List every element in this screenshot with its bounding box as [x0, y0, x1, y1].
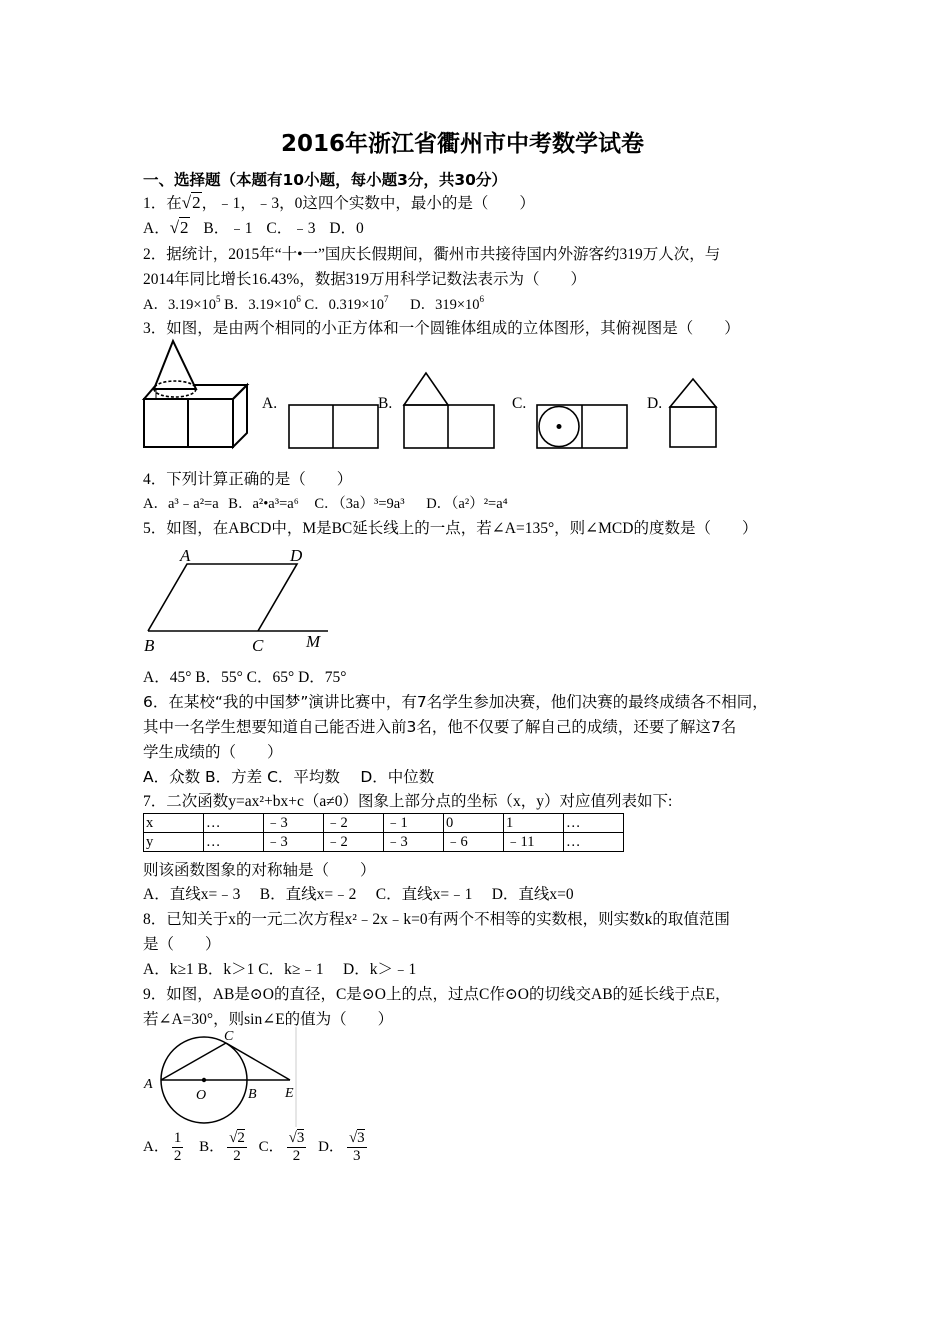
point-e-label: E: [285, 1086, 294, 1101]
q5-options: A．45° B．55° C．65° D．75°: [143, 669, 347, 686]
table-cell: …: [204, 814, 264, 833]
q9-option-a: A． $\frac{1}{2}$: [143, 1130, 182, 1164]
q6-line-1: 6．在某校“我的中国梦”演讲比赛中，有7名学生参加决赛，他们决赛的最终成绩各不相同，: [143, 693, 768, 711]
q6-line-3: 学生成绩的（ ）: [143, 743, 283, 761]
table-cell: ﹣2: [324, 833, 384, 852]
q7-question: 则该函数图象的对称轴是（ ）: [143, 862, 376, 879]
q3-option-a-label: A.: [262, 395, 278, 412]
q3-option-d-figure: [668, 377, 720, 450]
q1-option-a: √2: [169, 218, 189, 237]
q9-option-c: C． $\frac{√3}{2}$: [258, 1130, 305, 1164]
point-a-label: A: [180, 546, 191, 565]
section-heading: 一、选择题（本题有10小题，每小题3分，共30分）: [143, 171, 507, 189]
table-cell: 1: [504, 814, 564, 833]
point-d-label: D: [290, 546, 303, 565]
table-cell: 0: [444, 814, 504, 833]
q2-line-1: 2．据统计，2015年“十•一”国庆长假期间，衢州市共接待国内外游客约319万人次，与: [143, 246, 721, 263]
q4-option-b: B．a²•a³=a⁶: [228, 496, 299, 512]
q3-solid-figure: [140, 337, 252, 451]
point-m-label: M: [306, 632, 321, 651]
table-cell: …: [564, 833, 624, 852]
q9-circle-figure: [140, 1027, 300, 1127]
q7-stem: 7．二次函数y=ax²+bx+c（a≠0）图象上部分点的坐标（x，y）对应值列表如下:: [143, 793, 673, 810]
q2-option-b: B．$3.19\times 10^6$: [224, 294, 301, 313]
table-cell: ﹣6: [444, 833, 504, 852]
q9-line-1: 9．如图，AB是⊙O的直径，C是⊙O上的点，过点C作⊙O的切线交AB的延长线于点E，: [143, 986, 731, 1003]
q5-stem: 5．如图，在ABCD中，M是BC延长线上的一点，若∠A=135°，则∠MCD的度数是（ ）: [143, 520, 758, 537]
q1-option-d: D．0: [329, 220, 364, 237]
sqrt-2: √2: [181, 193, 201, 212]
point-c-label: C: [224, 1029, 234, 1044]
point-c-label: C: [252, 636, 264, 655]
q3-option-d-label: D.: [647, 395, 663, 412]
q2-line-2: 2014年同比增长16.43%，数据319万用科学记数法表示为（ ）: [143, 271, 587, 288]
q2-option-c: C．$0.319\times 10^7$: [304, 294, 389, 313]
table-cell: ﹣2: [324, 814, 384, 833]
q6-line-2: 其中一名学生想要知道自己能否进入前3名，他不仅要了解自己的成绩，还要了解这7名: [143, 718, 737, 736]
q1-stem-post: ，﹣1，﹣3，0这四个实数中，最小的是（ ）: [201, 195, 535, 212]
table-cell: ﹣1: [384, 814, 444, 833]
q4-option-c: C．（3a）³=9a³: [314, 496, 405, 512]
table-cell: …: [204, 833, 264, 852]
q3-option-c-label: C.: [512, 395, 527, 412]
q5-parallelogram-figure: [140, 544, 330, 656]
q2-option-d: D．$319\times 10^6$: [410, 294, 485, 313]
table-cell: x: [144, 814, 204, 833]
table-cell: ﹣3: [264, 814, 324, 833]
table-cell: …: [564, 814, 624, 833]
q3-option-b-label: B.: [378, 395, 393, 412]
q4-options: [143, 492, 508, 513]
q1-options: [143, 216, 364, 238]
q8-line-1: 8．已知关于x的一元二次方程x²﹣2x﹣k=0有两个不相等的实数根，则实数k的取值范围: [143, 911, 730, 928]
q9-option-b: B． $\frac{√2}{2}$: [199, 1130, 245, 1164]
table-row-x: [144, 814, 624, 833]
q9-line-2: 若∠A=30°，则sin∠E的值为（ ）: [143, 1011, 394, 1028]
q4-option-a: A．a³﹣a²=a: [143, 496, 219, 512]
q1-option-a-label: A．: [143, 220, 170, 237]
q2-options: [143, 293, 484, 314]
table-cell: ﹣11: [504, 833, 564, 852]
table-cell: ﹣3: [384, 833, 444, 852]
q7-value-table: [143, 813, 624, 852]
point-b-label: B: [144, 636, 155, 655]
q3-stem: 3．如图，是由两个相同的小正方体和一个圆锥体组成的立体图形，其俯视图是（ ）: [143, 320, 740, 337]
q2-option-a: A．$3.19\times 10^5$: [143, 294, 221, 313]
q1-option-b: B．﹣1: [203, 220, 253, 237]
point-b-label: B: [248, 1087, 257, 1102]
q3-option-c-figure: [535, 403, 629, 450]
q6-options: A．众数 B．方差 C．平均数 D．中位数: [143, 768, 435, 786]
point-a-label: A: [144, 1077, 153, 1092]
question-1: [143, 191, 535, 213]
table-cell: ﹣3: [264, 833, 324, 852]
q3-option-b-figure: [402, 371, 496, 450]
q8-line-2: 是（ ）: [143, 936, 221, 953]
q8-options: A．k≥1 B．k＞1 C．k≥﹣1 D．k＞﹣1: [143, 961, 417, 978]
table-row-y: [144, 833, 624, 852]
q9-options: [143, 1130, 367, 1165]
q4-stem: 4．下列计算正确的是（ ）: [143, 471, 353, 488]
q9-option-d: D． $\frac{√3}{3}$: [318, 1130, 365, 1164]
q4-option-d: D．（a²）²=a⁴: [426, 496, 508, 512]
q3-option-a-figure: [287, 403, 380, 450]
table-cell: y: [144, 833, 204, 852]
point-o-label: O: [196, 1088, 207, 1103]
page-title: 2016年浙江省衢州市中考数学试卷: [281, 131, 645, 157]
q7-options: A．直线x=﹣3 B．直线x=﹣2 C．直线x=﹣1 D．直线x=0: [143, 886, 574, 903]
q1-stem-pre: 1．在: [143, 195, 182, 212]
q1-option-c: C．﹣3: [266, 220, 316, 237]
